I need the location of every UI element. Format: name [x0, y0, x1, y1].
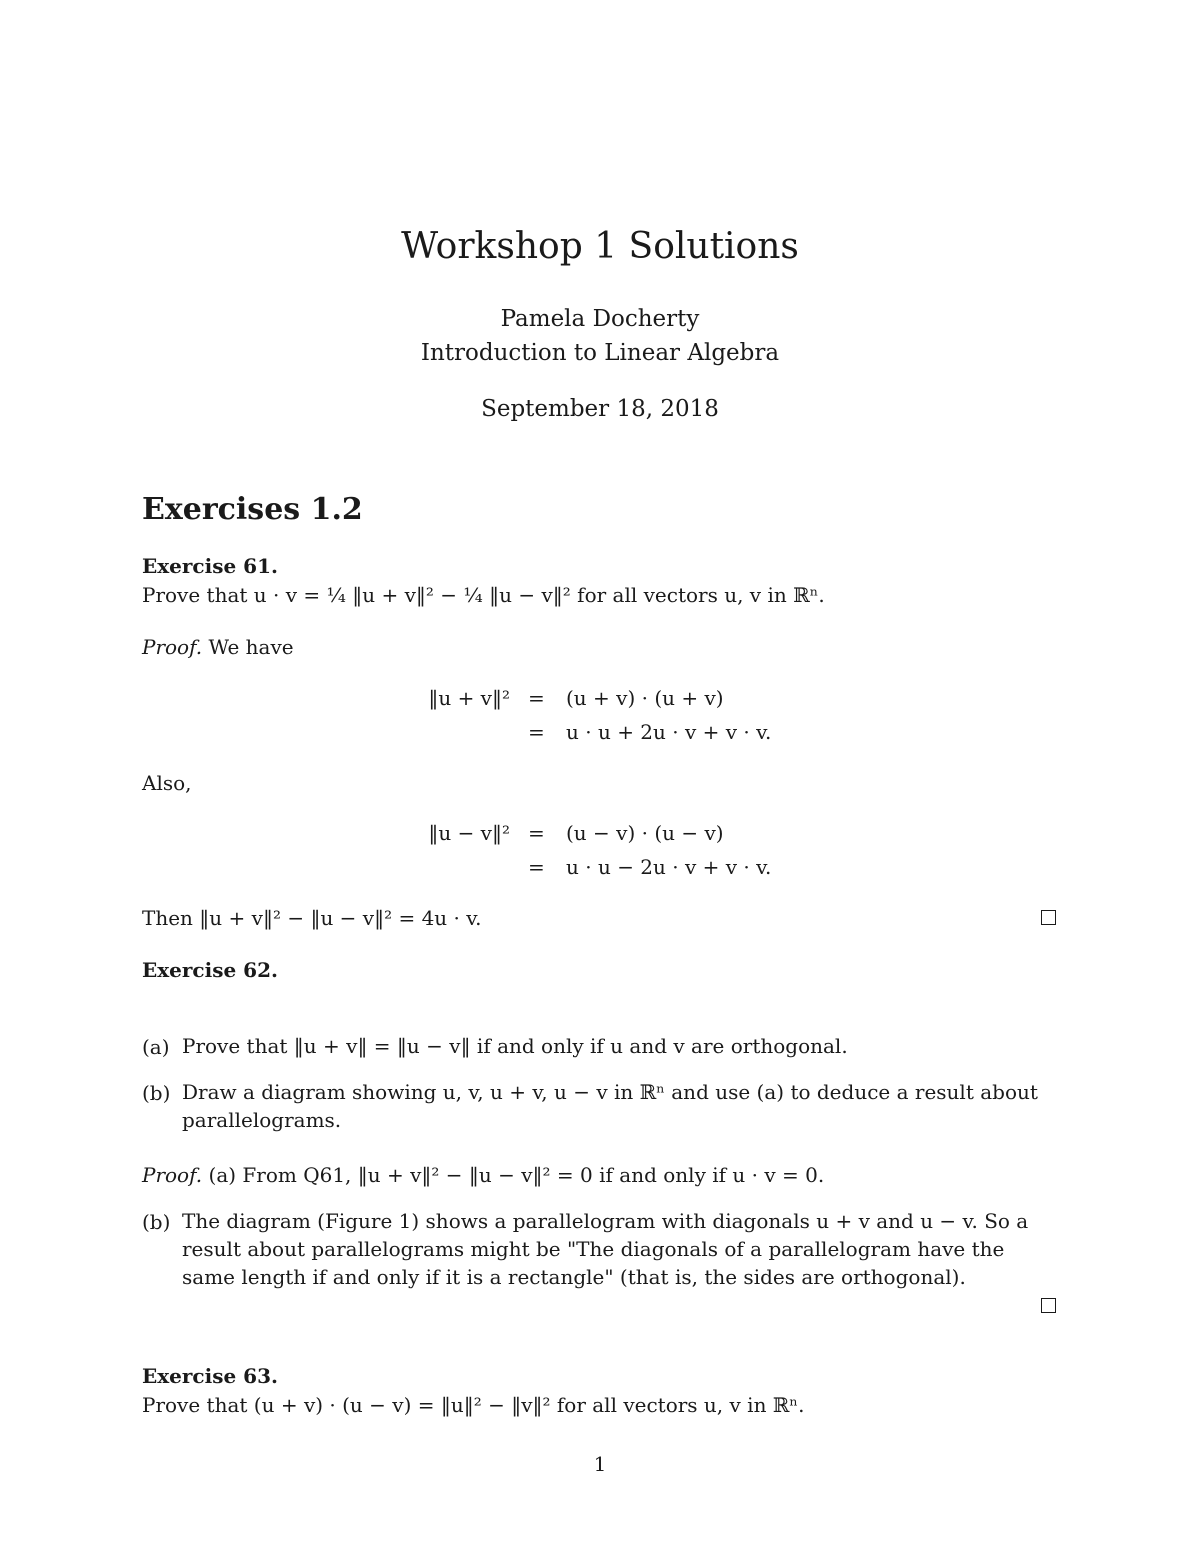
proof-62-part-a: (a) From Q61, ‖u + v‖² − ‖u − v‖² = 0 if and only if u · v = 0. [208, 1163, 825, 1187]
exercise-61-statement: Prove that u · v = ¼ ‖u + v‖² − ¼ ‖u − v‖² for all vectors u, v in ℝⁿ. [142, 583, 825, 607]
document-date: September 18, 2018 [481, 396, 719, 422]
item-b-text: Draw a diagram showing u, v, u + v, u − v in ℝⁿ and use (a) to deduce a result about parallelograms. [182, 1080, 1038, 1132]
document-title: Workshop 1 Solutions [401, 226, 799, 267]
proof-label: Proof. [142, 635, 203, 659]
exercise-63-heading: Exercise 63. [142, 1364, 278, 1388]
equation-1-equals-2: = [528, 720, 545, 744]
proof-b-label: (b) [142, 1210, 171, 1234]
exercise-62-heading: Exercise 62. [142, 958, 278, 982]
proof-label: Proof. [142, 1163, 203, 1187]
equation-1-rhs-line-1: (u + v) · (u + v) [566, 686, 724, 710]
page-number: 1 [593, 1452, 607, 1476]
equation-1-lhs: ‖u + v‖² [428, 686, 510, 710]
item-a-label: (a) [142, 1035, 170, 1059]
exercise-63-statement: Prove that (u + v) · (u − v) = ‖u‖² − ‖v‖² for all vectors u, v in ℝⁿ. [142, 1393, 805, 1417]
equation-2-rhs-line-1: (u − v) · (u − v) [566, 821, 724, 845]
proof-intro: We have [208, 635, 294, 659]
equation-2-rhs-line-2: u · u − 2u · v + v · v. [566, 855, 772, 879]
item-a-text: Prove that ‖u + v‖ = ‖u − v‖ if and only if u and v are orthogonal. [182, 1034, 848, 1058]
exercise-61-heading: Exercise 61. [142, 554, 278, 578]
proof-61 [142, 635, 294, 659]
proof-b-text: The diagram (Figure 1) shows a parallelogram with diagonals u + v and u − v. So a result about parallelograms might be "The diagonals of a parallelogram have the same length if and only if it is a rectangle" (that is, the sides are orthogonal). [182, 1209, 1029, 1289]
equation-2-equals-2: = [528, 855, 545, 879]
equation-2-lhs: ‖u − v‖² [428, 821, 510, 845]
qed-square-icon [1041, 1298, 1056, 1313]
proof-62 [142, 1163, 824, 1187]
qed-square-icon [1041, 910, 1056, 925]
also-text: Also, [142, 771, 192, 795]
course-name: Introduction to Linear Algebra [420, 340, 780, 366]
item-b-label: (b) [142, 1081, 171, 1105]
section-heading: Exercises 1.2 [142, 492, 363, 527]
equation-2-equals: = [528, 821, 545, 845]
equation-1-rhs-line-2: u · u + 2u · v + v · v. [566, 720, 772, 744]
author-name: Pamela Docherty [500, 306, 700, 332]
exercise-61-conclusion: Then ‖u + v‖² − ‖u − v‖² = 4u · v. [142, 906, 482, 930]
equation-1-equals: = [528, 686, 545, 710]
